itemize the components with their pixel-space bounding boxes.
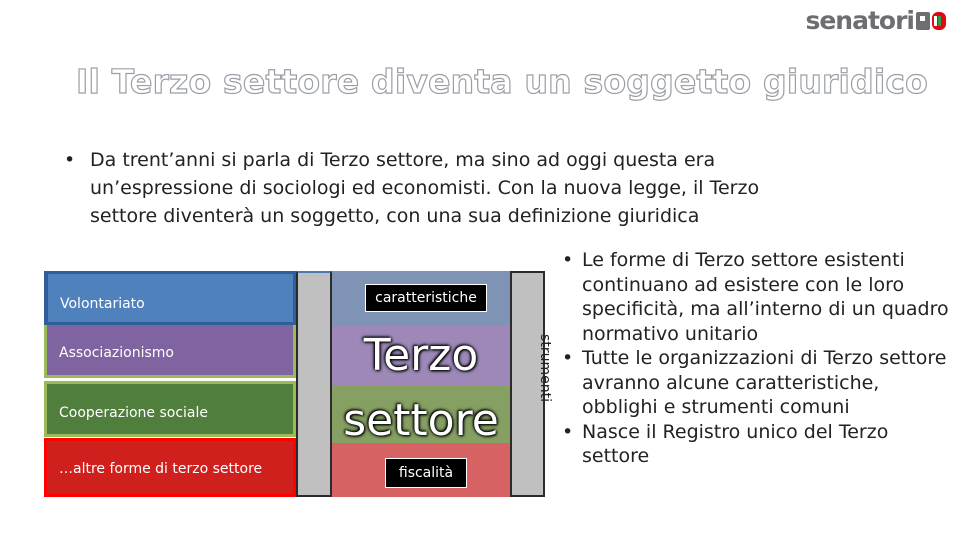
terzo-settore-core: [332, 271, 510, 497]
category-label: …altre forme di terzo settore: [59, 461, 263, 477]
senatori-pd-logo: [805, 6, 946, 35]
category-bar-altre-forme: [44, 438, 296, 497]
trasparenza-strip: [296, 271, 332, 497]
logo-text: senatori: [805, 6, 914, 35]
intro-text: Da trent’anni si parla di Terzo settore, ma sino ad oggi questa era un’espressione di sociologi ed economisti. Con la nuova legge, il Terzo settore diventerà un soggetto, con una sua definizione giuridica: [90, 149, 760, 227]
caratteristiche-tag: caratteristiche: [365, 284, 487, 312]
bullet-icon: •: [562, 347, 574, 369]
intro-paragraph: [64, 146, 824, 230]
fiscalita-tag: fiscalità: [385, 458, 467, 488]
bullet-list: [562, 248, 952, 469]
strumenti-text: strumenti: [536, 334, 553, 402]
list-item-text: Tutte le organizzazioni di Terzo settore avranno alcune caratteristiche, obblighi e strumenti comuni: [582, 347, 947, 418]
category-bar-associazionismo: [44, 325, 296, 378]
category-label: Volontariato: [60, 296, 145, 312]
category-bar-volontariato: [44, 271, 296, 325]
strumenti-label: [511, 334, 553, 402]
list-item-text: Le forme di Terzo settore esistenti continuano ad esistere con le loro specificità, ma all’interno di un quadro normativo unitario: [582, 249, 949, 345]
pd-logo-icon: [916, 12, 946, 30]
category-label: Associazionismo: [59, 345, 174, 361]
core-title-line2: settore: [343, 395, 499, 446]
slide-title: Il Terzo settore diventa un soggetto giuridico: [76, 62, 928, 101]
bullet-icon: •: [562, 249, 574, 271]
list-item: [562, 346, 952, 420]
terzo-settore-diagram: [0, 266, 553, 498]
bullet-icon: •: [64, 149, 76, 171]
list-item: [562, 248, 952, 346]
core-title-line1: Terzo: [363, 330, 479, 381]
category-bar-cooperazione: [44, 381, 296, 437]
list-item: [562, 420, 952, 469]
list-item-text: Nasce il Registro unico del Terzo settore: [582, 420, 889, 467]
bullet-icon: •: [562, 420, 574, 443]
category-label: Cooperazione sociale: [59, 405, 209, 421]
trasparenza-label: [297, 366, 331, 382]
